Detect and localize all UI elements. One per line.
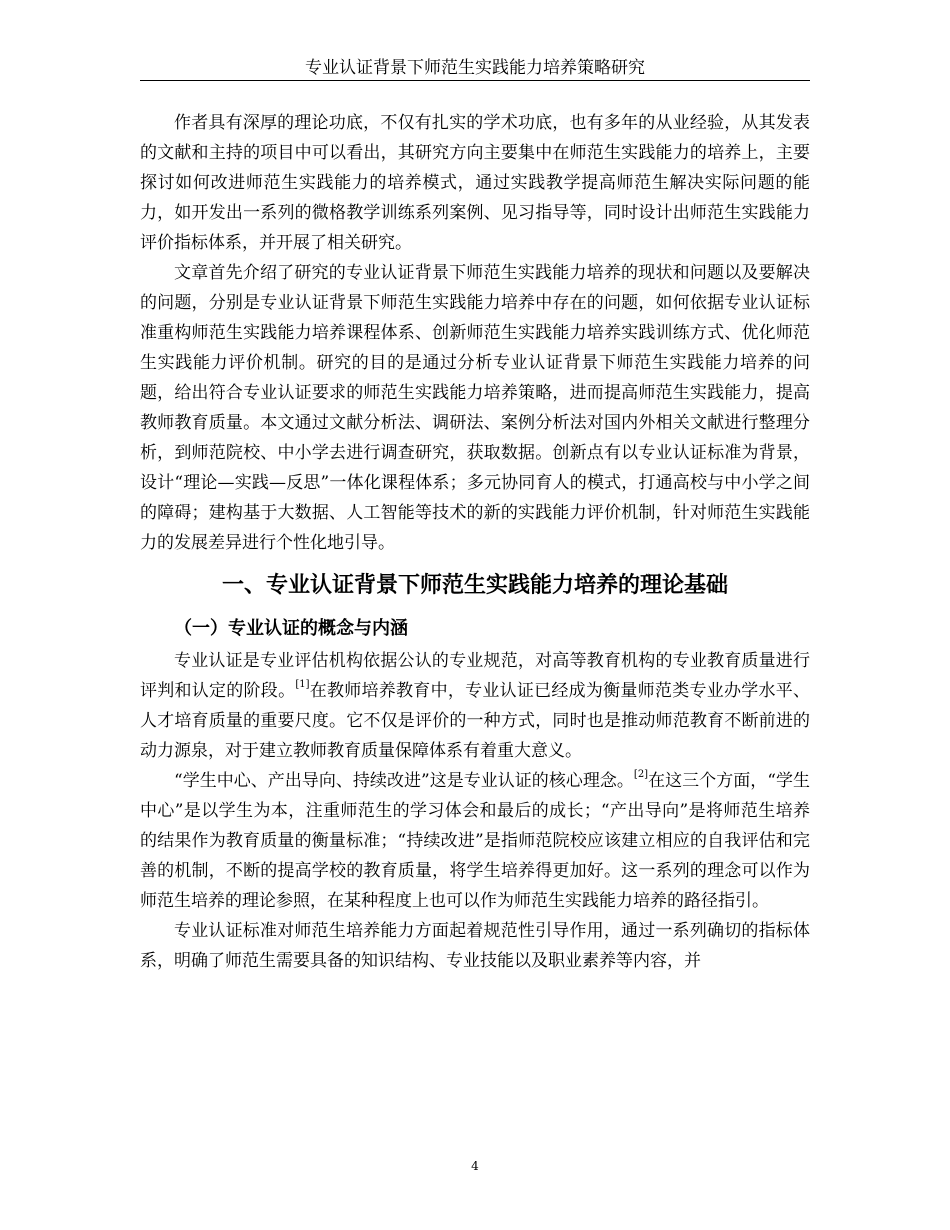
paragraph-certification-definition [140,646,810,766]
paragraph-author-background: 作者具有深厚的理论功底，不仅有扎实的学术功底，也有多年的从业经验，从其发表的文献和主持的项目中可以看出，其研究方向主要集中在师范生实践能力的培养上，主要探讨如何改进师范生实践能力的培养模式，通过实践教学提高师范生解决实际问题的能力，如开发出一系列的微格教学训练系列案例、见习指导等，同时设计出师范生实践能力评价指标体系，并开展了相关研究。 [140,113,810,253]
section-heading: 一、专业认证背景下师范生实践能力培养的理论基础 [221,573,728,598]
paragraph-text: 在这三个方面，“学生中心”是以学生为本，注重师范生的学习体会和最后的成长；“产出导向”是将师范生培养的结果作为教育质量的衡量标准；“持续改进”是指师范院校应该建立相应的自我评估和完善的机制，不断的提高学校的教育质量，将学生培养得更加好。这一系列的理念可以作为师范生培养的理论参照，在某种程度上也可以作为师范生实践能力培养的路径指引。 [140,771,810,911]
document-body [140,108,810,976]
paragraph-article-overview: 文章首先介绍了研究的专业认证背景下师范生实践能力培养的现状和问题以及要解决的问题，分别是专业认证背景下师范生实践能力培养中存在的问题，如何依据专业认证标准重构师范生实践能力培养课程体系、创新师范生实践能力培养实践训练方式、优化师范生实践能力评价机制。研究的目的是通过分析专业认证背景下师范生实践能力培养的问题，给出符合专业认证要求的师范生实践能力培养策略，进而提高师范生实践能力，提高教师教育质量。本文通过文献分析法、调研法、案例分析法对国内外相关文献进行整理分析，到师范院校、中小学去进行调查研究，获取数据。创新点有以专业认证标准为背景，设计“理论—实践—反思”一体化课程体系；多元协同育人的模式，打通高校与中小学之间的障碍；建构基于大数据、人工智能等技术的新的实践能力评价机制，针对师范生实践能力的发展差异进行个性化地引导。 [140,263,810,553]
paragraph-core-concepts [140,766,810,916]
page-number: 4 [471,1159,479,1173]
citation-marker: [1] [295,679,310,690]
paragraph-standards-guidance: 专业认证标准对师范生培养能力方面起着规范性引导作用，通过一系列确切的指标体系，明确了师范生需要具备的知识结构、专业技能以及职业素养等内容，并 [140,921,810,971]
paragraph-text: “学生中心、产出导向、持续改进”这是专业认证的核心理念。 [174,771,634,791]
paragraph-text: 专业认证是专业评估机构依据公认的专业规范，对高等教育机构的专业教育质量进行评判和认定的阶段。 [140,651,810,701]
header-rule [140,80,810,81]
subsection-heading: （一）专业认证的概念与内涵 [174,618,408,639]
citation-marker: [2] [633,769,649,780]
running-header-title: 专业认证背景下师范生实践能力培养策略研究 [305,58,645,78]
paragraph-text: 在教师培养教育中，专业认证已经成为衡量师范类专业办学水平、人才培育质量的重要尺度。它不仅是评价的一种方式，同时也是推动师范教育不断前进的动力源泉，对于建立教师教育质量保障体系有着重大意义。 [140,681,810,761]
